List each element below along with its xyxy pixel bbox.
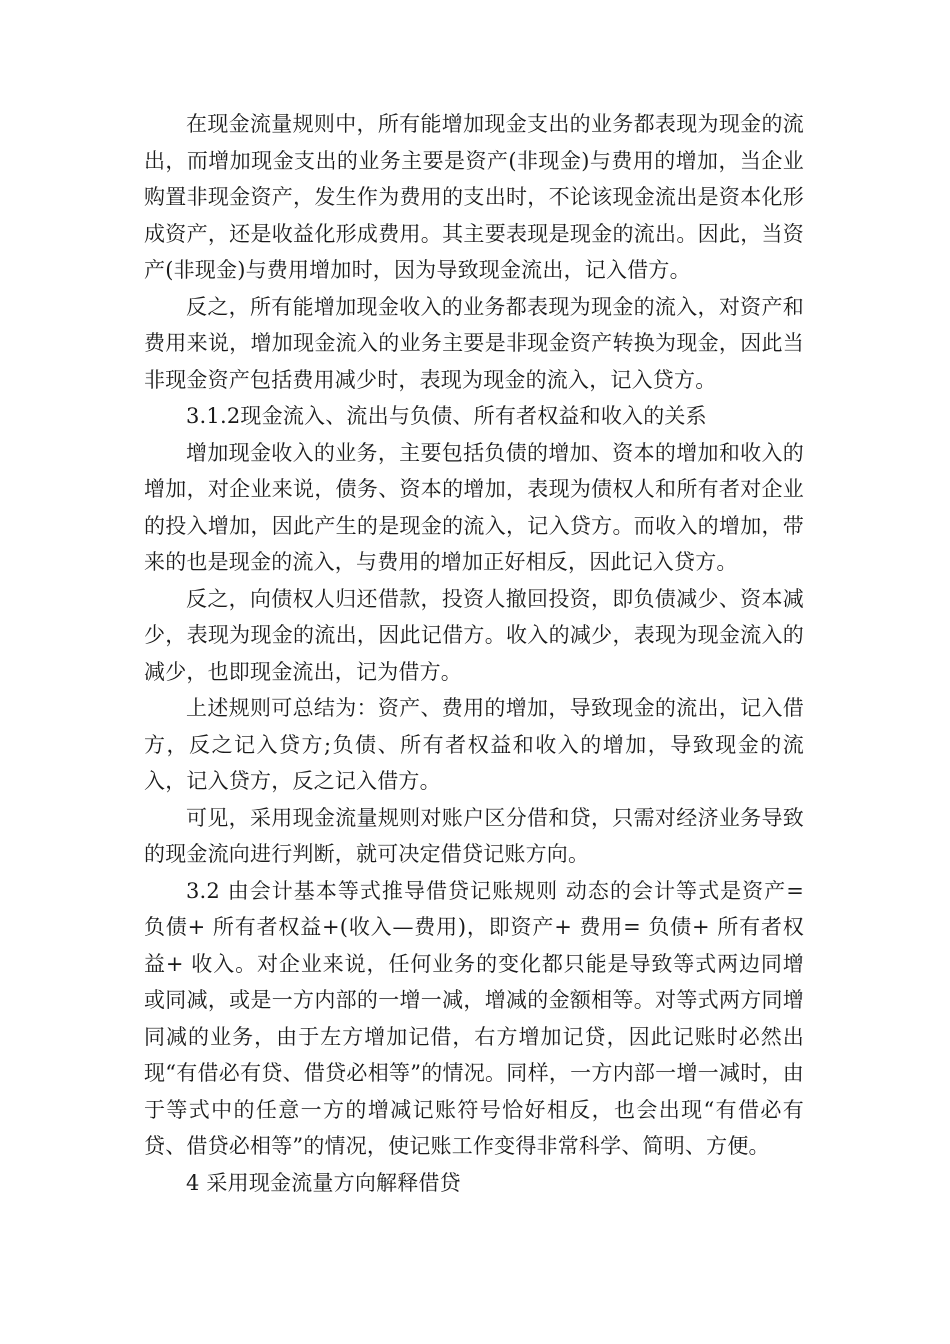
paragraph-section-3-2: 3.2 由会计基本等式推导借贷记账规则 动态的会计等式是资产= 负债+ 所有者权益+(收入—费用)，即资产+ 费用= 负债+ 所有者权益+ 收入。对企业来说，任何业务的变化都只能是导致等式两边同增或同减，或是一方内部的一增一减，增减的金额相等。对等式两方同增同减的业务，由于左方增加记借，右方增加记贷，因此记账时必然出现“有借必有贷、借贷必相等”的情况。同样，一方内部一增一减时，由于等式中的任意一方的增减记账符号恰好相反，也会出现“有借必有贷、借贷必相等”的情况，使记账工作变得非常科学、简明、方便。 — [144, 878, 804, 1158]
paragraph-rule-summary: 上述规则可总结为：资产、费用的增加，导致现金的流出，记入借方，反之记入贷方;负债、所有者权益和收入的增加，导致现金的流入，记入贷方，反之记入借方。 — [144, 696, 804, 793]
paragraph-cash-outflow-liabilities: 反之，向债权人归还借款，投资人撤回投资，即负债减少、资本减少，表现为现金的流出，因此记借方。收入的减少，表现为现金流入的减少，也即现金流出，记为借方。 — [144, 586, 804, 684]
section-heading-3-1-2: 3.1.2现金流入、流出与负债、所有者权益和收入的关系 — [186, 404, 707, 428]
paragraph-cash-inflow-liabilities: 增加现金收入的业务，主要包括负债的增加、资本的增加和收入的增加，对企业来说，债务、资本的增加，表现为债权人和所有者对企业的投入增加，因此产生的是现金的流入，记入贷方。而收入的增加，带来的也是现金的流入，与费用的增加正好相反，因此记入贷方。 — [144, 440, 804, 574]
paragraph-cash-outflow-rule: 在现金流量规则中，所有能增加现金支出的业务都表现为现金的流出，而增加现金支出的业务主要是资产(非现金)与费用的增加，当企业购置非现金资产，发生作为费用的支出时，不论该现金流出是资本化形成资产，还是收益化形成费用。其主要表现是现金的流出。因此，当资产(非现金)与费用增加时，因为导致现金流出，记入借方。 — [144, 112, 804, 282]
document-body — [144, 106, 804, 1201]
paragraph-cash-inflow-assets: 反之，所有能增加现金收入的业务都表现为现金的流入，对资产和费用来说，增加现金流入的业务主要是非现金资产转换为现金，因此当非现金资产包括费用减少时，表现为现金的流入，记入贷方。 — [144, 294, 804, 392]
paragraph-conclusion: 可见，采用现金流量规则对账户区分借和贷，只需对经济业务导致的现金流向进行判断，就可决定借贷记账方向。 — [144, 805, 804, 866]
section-heading-4: 4 采用现金流量方向解释借贷 — [186, 1170, 461, 1195]
